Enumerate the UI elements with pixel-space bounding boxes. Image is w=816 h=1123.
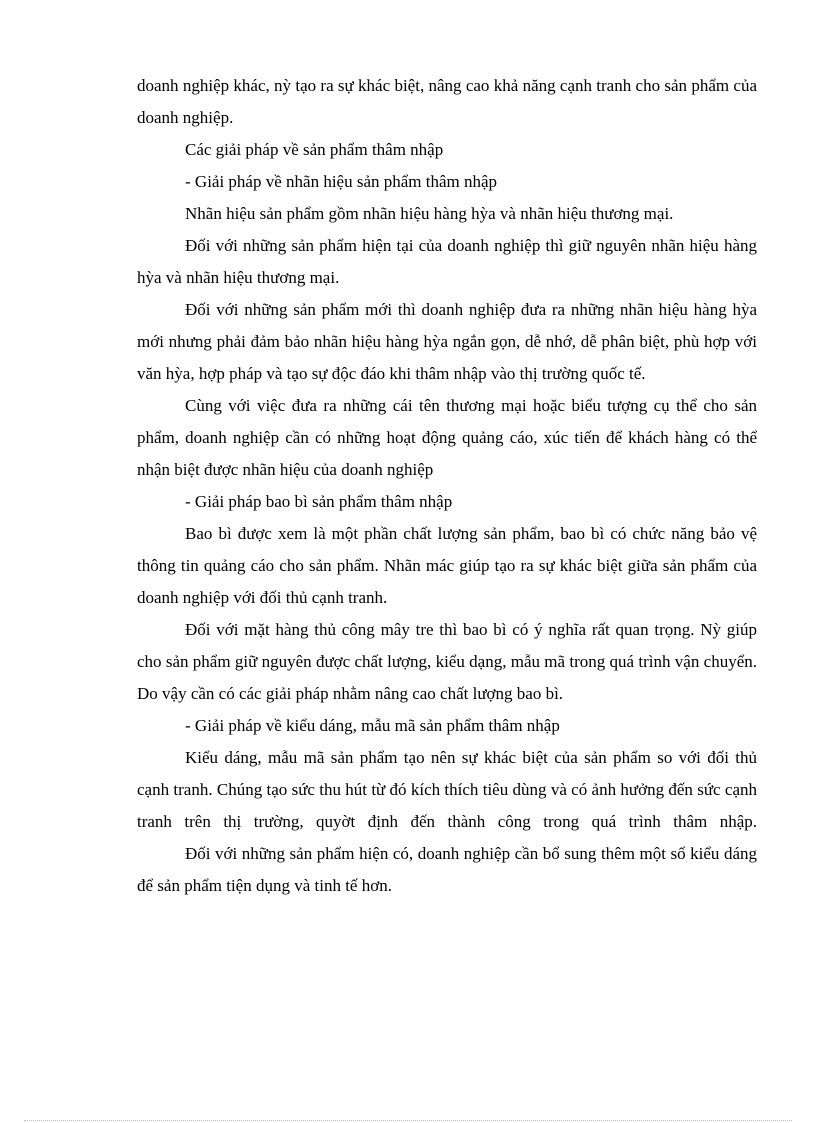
paragraph-10: Đối với mặt hàng thủ công mây tre thì bao bì có ý nghĩa rất quan trọng. Nỳ giúp cho sản phẩm giữ nguyên được chất lượng, kiểu dạng, mẫu mã trong quá trình vận chuyển. Do vậy cần có các giải pháp nhằm nâng cao chất lượng bao bì. — [137, 620, 757, 703]
paragraph-1: doanh nghiệp khác, nỳ tạo ra sự khác biệt, nâng cao khả năng cạnh tranh cho sản phẩm của doanh nghiệp. — [137, 76, 757, 127]
paragraph-5: Đối với những sản phẩm hiện tại của doanh nghiệp thì giữ nguyên nhãn hiệu hàng hỳa và nhãn hiệu thương mại. — [137, 236, 757, 287]
paragraph-12: Kiểu dáng, mẫu mã sản phẩm tạo nên sự khác biệt của sản phẩm so với đối thủ cạnh tranh. Chúng tạo sức thu hút từ đó kích thích tiêu dùng và có ảnh hưởng đến sức cạnh tranh trên thị trường, quyờt định đến thành công trong quá trình thâm nhập. — [137, 748, 757, 831]
subheading-brand-solution: - Giải pháp về nhãn hiệu sản phẩm thâm nhập — [185, 172, 498, 191]
paragraph-9: Bao bì được xem là một phần chất lượng sản phẩm, bao bì có chức năng bảo vệ thông tin quảng cáo cho sản phẩm. Nhãn mác giúp tạo ra sự khác biệt giữa sản phẩm của doanh nghiệp với đối thủ cạnh tranh. — [137, 524, 757, 607]
paragraph-13: Đối với những sản phẩm hiện có, doanh nghiệp cần bổ sung thêm một số kiểu dáng để sản phẩm tiện dụng và tinh tế hơn. — [137, 844, 757, 895]
paragraph-6: Đối với những sản phẩm mới thì doanh nghiệp đưa ra những nhãn hiệu hàng hỳa mới nhưng phải đảm bảo nhãn hiệu hàng hỳa ngắn gọn, dễ nhớ, dễ phân biệt, phù hợp với văn hỳa, hợp pháp và tạo sự độc đáo khi thâm nhập vào thị trường quốc tế. — [137, 300, 757, 383]
page-bottom-divider — [24, 1120, 792, 1121]
subheading-packaging-solution: - Giải pháp bao bì sản phẩm thâm nhập — [185, 492, 453, 511]
paragraph-4: Nhãn hiệu sản phẩm gồm nhãn hiệu hàng hỳa và nhãn hiệu thương mại. — [185, 204, 674, 223]
subheading-design-solution: - Giải pháp về kiểu dáng, mẫu mã sản phẩm thâm nhập — [185, 716, 560, 735]
document-page — [137, 70, 757, 902]
paragraph-7: Cùng với việc đưa ra những cái tên thương mại hoặc biểu tượng cụ thể cho sản phẩm, doanh nghiệp cần có những hoạt động quảng cáo, xúc tiến để khách hàng có thể nhận biệt được nhãn hiệu của doanh nghiệp — [137, 396, 757, 479]
section-heading-product-solutions: Các giải pháp về sản phẩm thâm nhập — [185, 140, 444, 159]
